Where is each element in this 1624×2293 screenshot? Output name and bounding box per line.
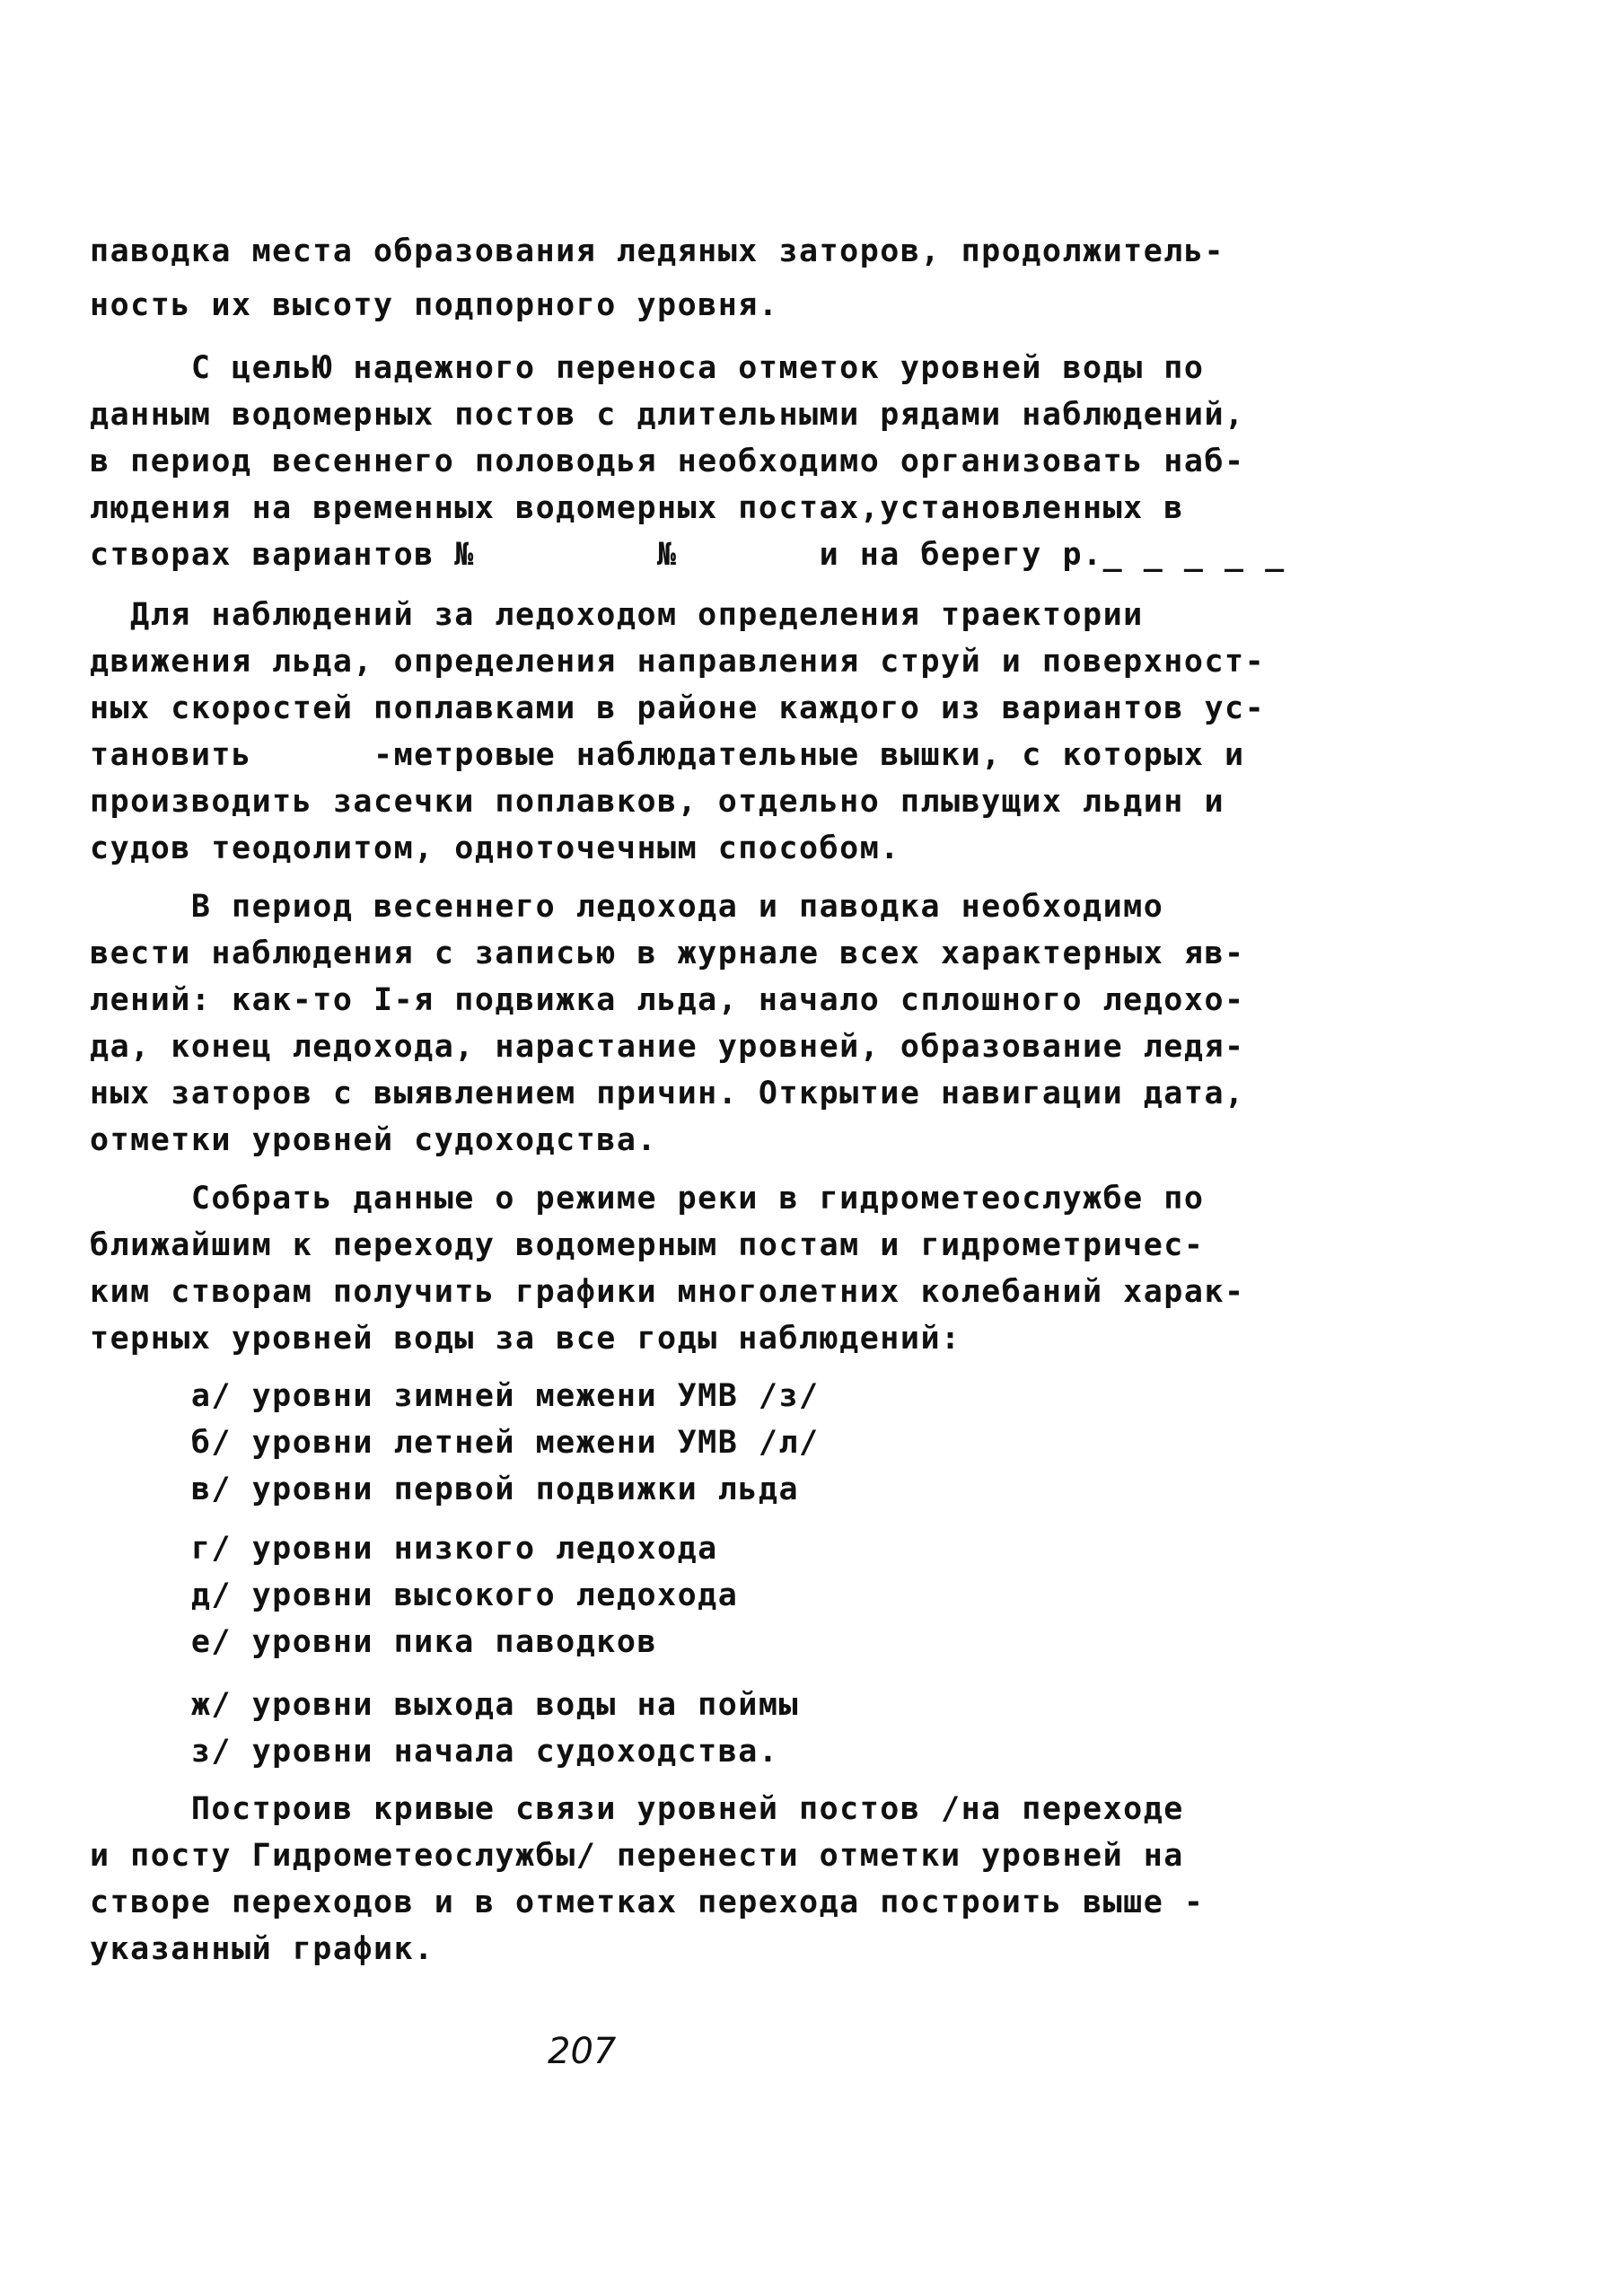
text-line: створах вариантов № № и на берегу р._ _ _ _ _ <box>90 537 1286 573</box>
text-line: Собрать данные о режиме реки в гидрометеослужбе по <box>90 1181 1205 1217</box>
page-number: 207 <box>548 2031 617 2072</box>
text-line: данным водомерных постов с длительными рядами наблюдений, <box>90 397 1245 433</box>
text-line: Для наблюдений за ледоходом определения траектории <box>90 597 1144 633</box>
list-item: в/ уровни первой подвижки льда <box>90 1472 800 1507</box>
text-line: Построив кривые связи уровней постов /на переходе <box>90 1791 1184 1827</box>
text-line: и посту Гидрометеослужбы/ перенести отметки уровней на <box>90 1838 1184 1874</box>
text-line: в период весеннего половодья необходимо организовать наб- <box>90 444 1245 479</box>
list-item: г/ уровни низкого ледохода <box>90 1531 718 1567</box>
text-line: С цельЮ надежного переноса отметок уровней воды по <box>90 350 1205 386</box>
text-line: ность их высоту подпорного уровня. <box>90 287 779 323</box>
text-line: ных скоростей поплавками в районе каждого из вариантов ус- <box>90 690 1266 726</box>
text-line: ким створам получить графики многолетних колебаний харак- <box>90 1274 1245 1310</box>
list-item: б/ уровни летней межени УМВ /л/ <box>90 1425 820 1461</box>
text-line: производить засечки поплавков, отдельно плывущих льдин и <box>90 784 1225 820</box>
text-line: лений: как-то I-я подвижка льда, начало сплошного ледохо- <box>90 982 1245 1018</box>
list-item: д/ уровни высокого ледохода <box>90 1577 739 1613</box>
list-item: ж/ уровни выхода воды на поймы <box>90 1687 800 1723</box>
text-line: створе переходов и в отметках перехода построить выше - <box>90 1884 1205 1920</box>
text-line: ных заторов с выявлением причин. Открытие навигации дата, <box>90 1076 1245 1111</box>
list-item: е/ уровни пика паводков <box>90 1624 658 1660</box>
text-line: вести наблюдения с записью в журнале всех характерных яв- <box>90 936 1245 971</box>
text-line: тановить -метровые наблюдательные вышки, с которых и <box>90 737 1245 773</box>
text-line: паводка места образования ледяных заторов, продолжитель- <box>90 233 1225 269</box>
text-line: судов теодолитом, одноточечным способом. <box>90 830 900 866</box>
text-line: терных уровней воды за все годы наблюдений: <box>90 1321 961 1357</box>
text-line: движения льда, определения направления струй и поверхност- <box>90 644 1266 680</box>
list-item: з/ уровни начала судоходства. <box>90 1734 779 1770</box>
text-line: отметки уровней судоходства. <box>90 1122 658 1158</box>
text-line: ближайшим к переходу водомерным постам и гидрометричес- <box>90 1227 1205 1263</box>
text-line: указанный график. <box>90 1931 435 1967</box>
text-line: людения на временных водомерных постах,установленных в <box>90 490 1184 526</box>
list-item: а/ уровни зимней межени УМВ /з/ <box>90 1378 820 1414</box>
text-line: В период весеннего ледохода и паводка необходимо <box>90 889 1164 925</box>
text-line: да, конец ледохода, нарастание уровней, образование ледя- <box>90 1029 1245 1065</box>
